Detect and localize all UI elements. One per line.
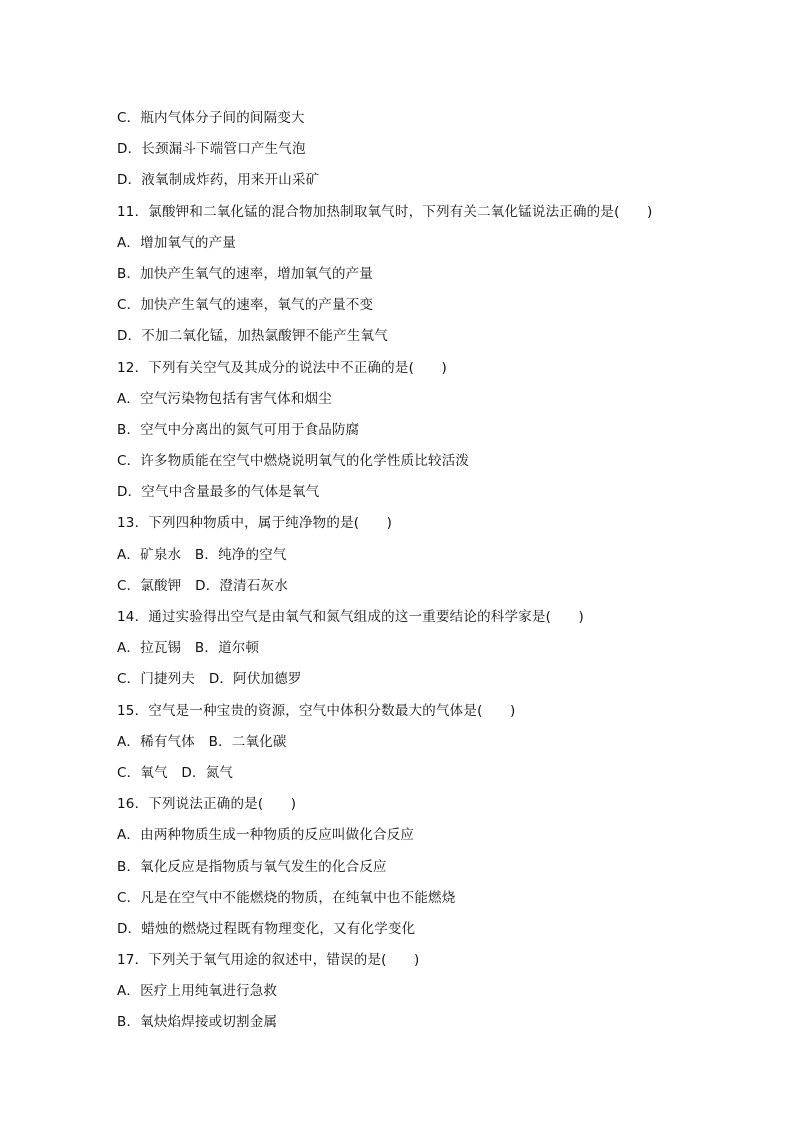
option-line: D．液氧制成炸药，用来开山采矿 — [117, 172, 320, 189]
option-line: B．氧化反应是指物质与氧气发生的化合反应 — [117, 858, 387, 875]
option-line: C．门捷列夫 D．阿伏加德罗 — [117, 671, 302, 688]
option-line: A．增加氧气的产量 — [117, 234, 237, 251]
option-line: C．氯酸钾 D．澄清石灰水 — [117, 577, 288, 594]
question-line: 11．氯酸钾和二氧化锰的混合物加热制取氧气时，下列有关二氧化锰说法正确的是( ) — [117, 203, 653, 220]
option-line: C．氧气 D．氮气 — [117, 764, 234, 781]
option-line: A．稀有气体 B．二氧化碳 — [117, 733, 287, 750]
option-line: D．空气中含量最多的气体是氧气 — [117, 484, 320, 501]
question-line: 16．下列说法正确的是( ) — [117, 796, 297, 813]
option-line: A．医疗上用纯氧进行急救 — [117, 983, 278, 1000]
option-line: D．不加二氧化锰，加热氯酸钾不能产生氧气 — [117, 328, 388, 345]
option-line: C．凡是在空气中不能燃烧的物质，在纯氧中也不能燃烧 — [117, 889, 456, 906]
option-line: B．空气中分离出的氮气可用于食品防腐 — [117, 421, 360, 438]
question-line: 13．下列四种物质中，属于纯净物的是( ) — [117, 515, 393, 532]
question-text-block — [117, 103, 717, 1039]
option-line: C．加快产生氧气的速率，氧气的产量不变 — [117, 297, 374, 314]
option-line: C．许多物质能在空气中燃烧说明氧气的化学性质比较活泼 — [117, 453, 470, 470]
option-line: D．长颈漏斗下端管口产生气泡 — [117, 141, 306, 158]
option-line: A．空气污染物包括有害气体和烟尘 — [117, 390, 332, 407]
question-line: 14．通过实验得出空气是由氧气和氮气组成的这一重要结论的科学家是( ) — [117, 609, 584, 625]
option-line: C．瓶内气体分子间的间隔变大 — [117, 110, 305, 126]
question-line: 15．空气是一种宝贵的资源，空气中体积分数最大的气体是( ) — [117, 702, 516, 719]
option-line: A．拉瓦锡 B．道尔顿 — [117, 640, 260, 657]
option-line: A．由两种物质生成一种物质的反应叫做化合反应 — [117, 827, 415, 844]
option-line: B．氧炔焰焊接或切割金属 — [117, 1014, 278, 1031]
option-line: D．蜡烛的燃烧过程既有物理变化，又有化学变化 — [117, 920, 416, 937]
option-line: B．加快产生氧气的速率，增加氧气的产量 — [117, 265, 374, 282]
question-line: 17．下列关于氧气用途的叙述中，错误的是( ) — [117, 952, 420, 969]
option-line: A．矿泉水 B．纯净的空气 — [117, 546, 287, 563]
question-line: 12．下列有关空气及其成分的说法中不正确的是( ) — [117, 359, 447, 376]
